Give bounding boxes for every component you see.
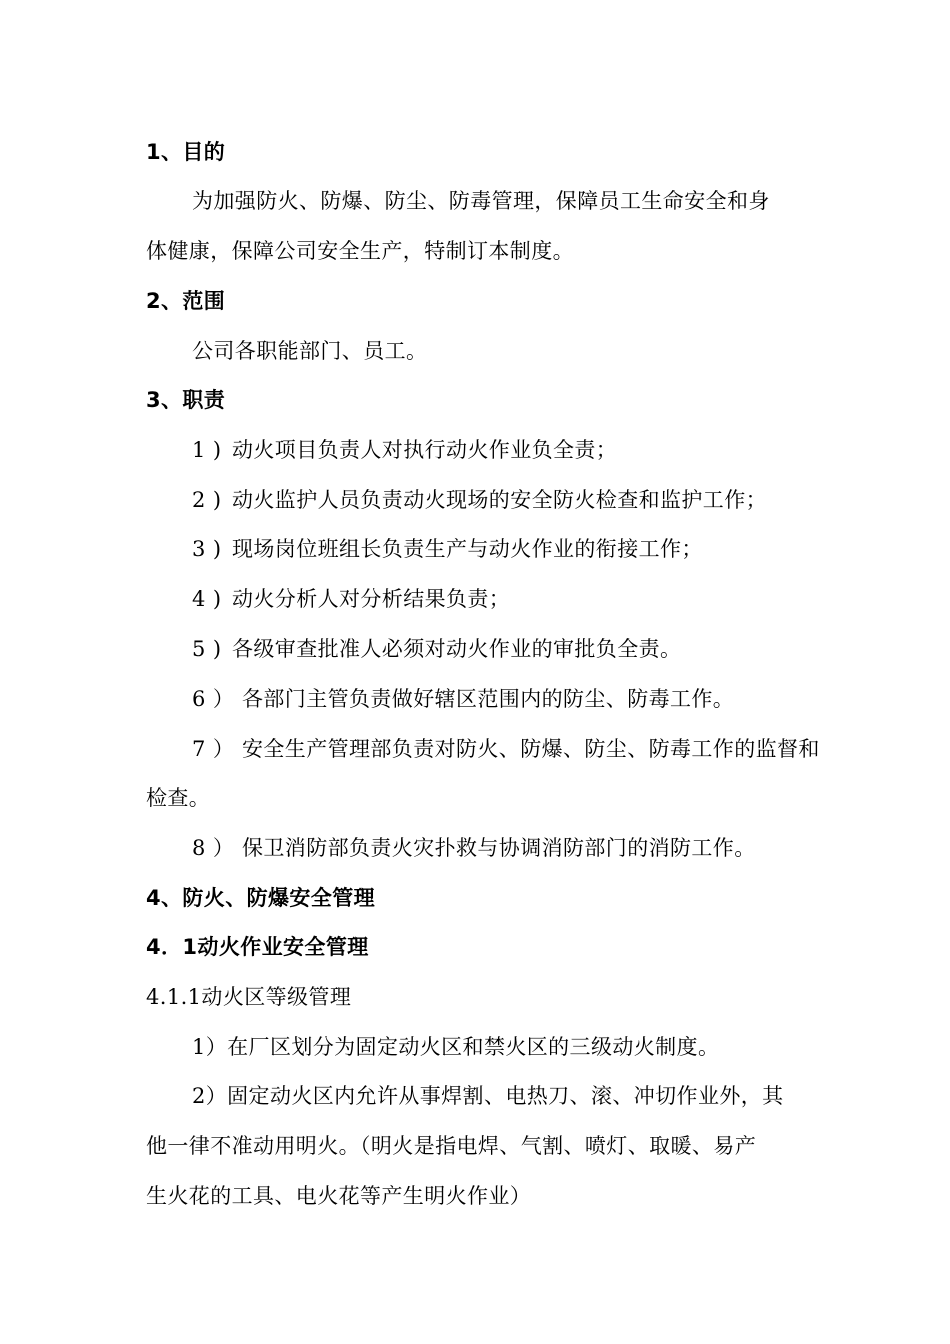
- item-text: 保卫消防部负责火灾扑救与协调消防部门的消防工作。: [242, 836, 756, 860]
- section-4-1-1-heading: 4.1.1动火区等级管理: [146, 985, 352, 1009]
- responsibility-item-3: [192, 534, 810, 564]
- responsibility-item-1: [192, 435, 810, 465]
- item-number: 6 ）: [192, 687, 235, 711]
- section-1-paragraph-line-2: 体健康，保障公司安全生产，特制订本制度。: [146, 239, 574, 263]
- section-4-1-1-paragraph-2-line-1: 2）固定动火区内允许从事焊割、电热刀、滚、冲切作业外，其: [192, 1084, 784, 1108]
- item-number: 2 ): [192, 488, 222, 512]
- section-1-paragraph-line-1: 为加强防火、防爆、防尘、防毒管理，保障员工生命安全和身: [192, 189, 770, 213]
- responsibility-item-5: [192, 634, 810, 664]
- section-1-heading: 1、目的: [146, 140, 226, 164]
- responsibility-item-7-continuation: 检查。: [146, 786, 211, 810]
- item-text: 安全生产管理部负责对防火、防爆、防尘、防毒工作的监督和: [242, 737, 820, 761]
- section-3-heading: 3、职责: [146, 388, 226, 412]
- item-text: 现场岗位班组长负责生产与动火作业的衔接工作；: [232, 537, 703, 561]
- section-4-1-1-paragraph-1: 1）在厂区划分为固定动火区和禁火区的三级动火制度。: [192, 1035, 720, 1059]
- item-number: 7 ）: [192, 737, 235, 761]
- item-text: 动火分析人对分析结果负责；: [232, 587, 511, 611]
- item-number: 8 ）: [192, 836, 235, 860]
- responsibility-item-7: [192, 734, 820, 764]
- item-number: 5 ): [192, 637, 222, 661]
- section-4-1-1-paragraph-2-line-3: 生火花的工具、电火花等产生明火作业）: [146, 1184, 532, 1208]
- responsibility-item-8: [192, 833, 810, 863]
- item-number: 4 ): [192, 587, 222, 611]
- responsibility-item-6: [192, 684, 810, 714]
- item-text: 动火监护人员负责动火现场的安全防火检查和监护工作；: [232, 488, 767, 512]
- item-text: 动火项目负责人对执行动火作业负全责；: [232, 438, 618, 462]
- section-4-heading: 4、防火、防爆安全管理: [146, 886, 376, 910]
- item-text: 各级审查批准人必须对动火作业的审批负全责。: [232, 637, 682, 661]
- item-text: 各部门主管负责做好辖区范围内的防尘、防毒工作。: [242, 687, 735, 711]
- section-4-1-1-paragraph-2-line-2: 他一律不准动用明火。（明火是指电焊、气割、喷灯、取暖、易产: [146, 1134, 757, 1158]
- responsibility-item-4: [192, 584, 810, 614]
- section-4-1-heading: 4．1动火作业安全管理: [146, 935, 369, 959]
- section-2-heading: 2、范围: [146, 289, 226, 313]
- section-2-paragraph: 公司各职能部门、员工。: [192, 339, 428, 363]
- item-number: 1 ): [192, 438, 222, 462]
- responsibility-item-2: [192, 485, 810, 515]
- item-number: 3 ): [192, 537, 222, 561]
